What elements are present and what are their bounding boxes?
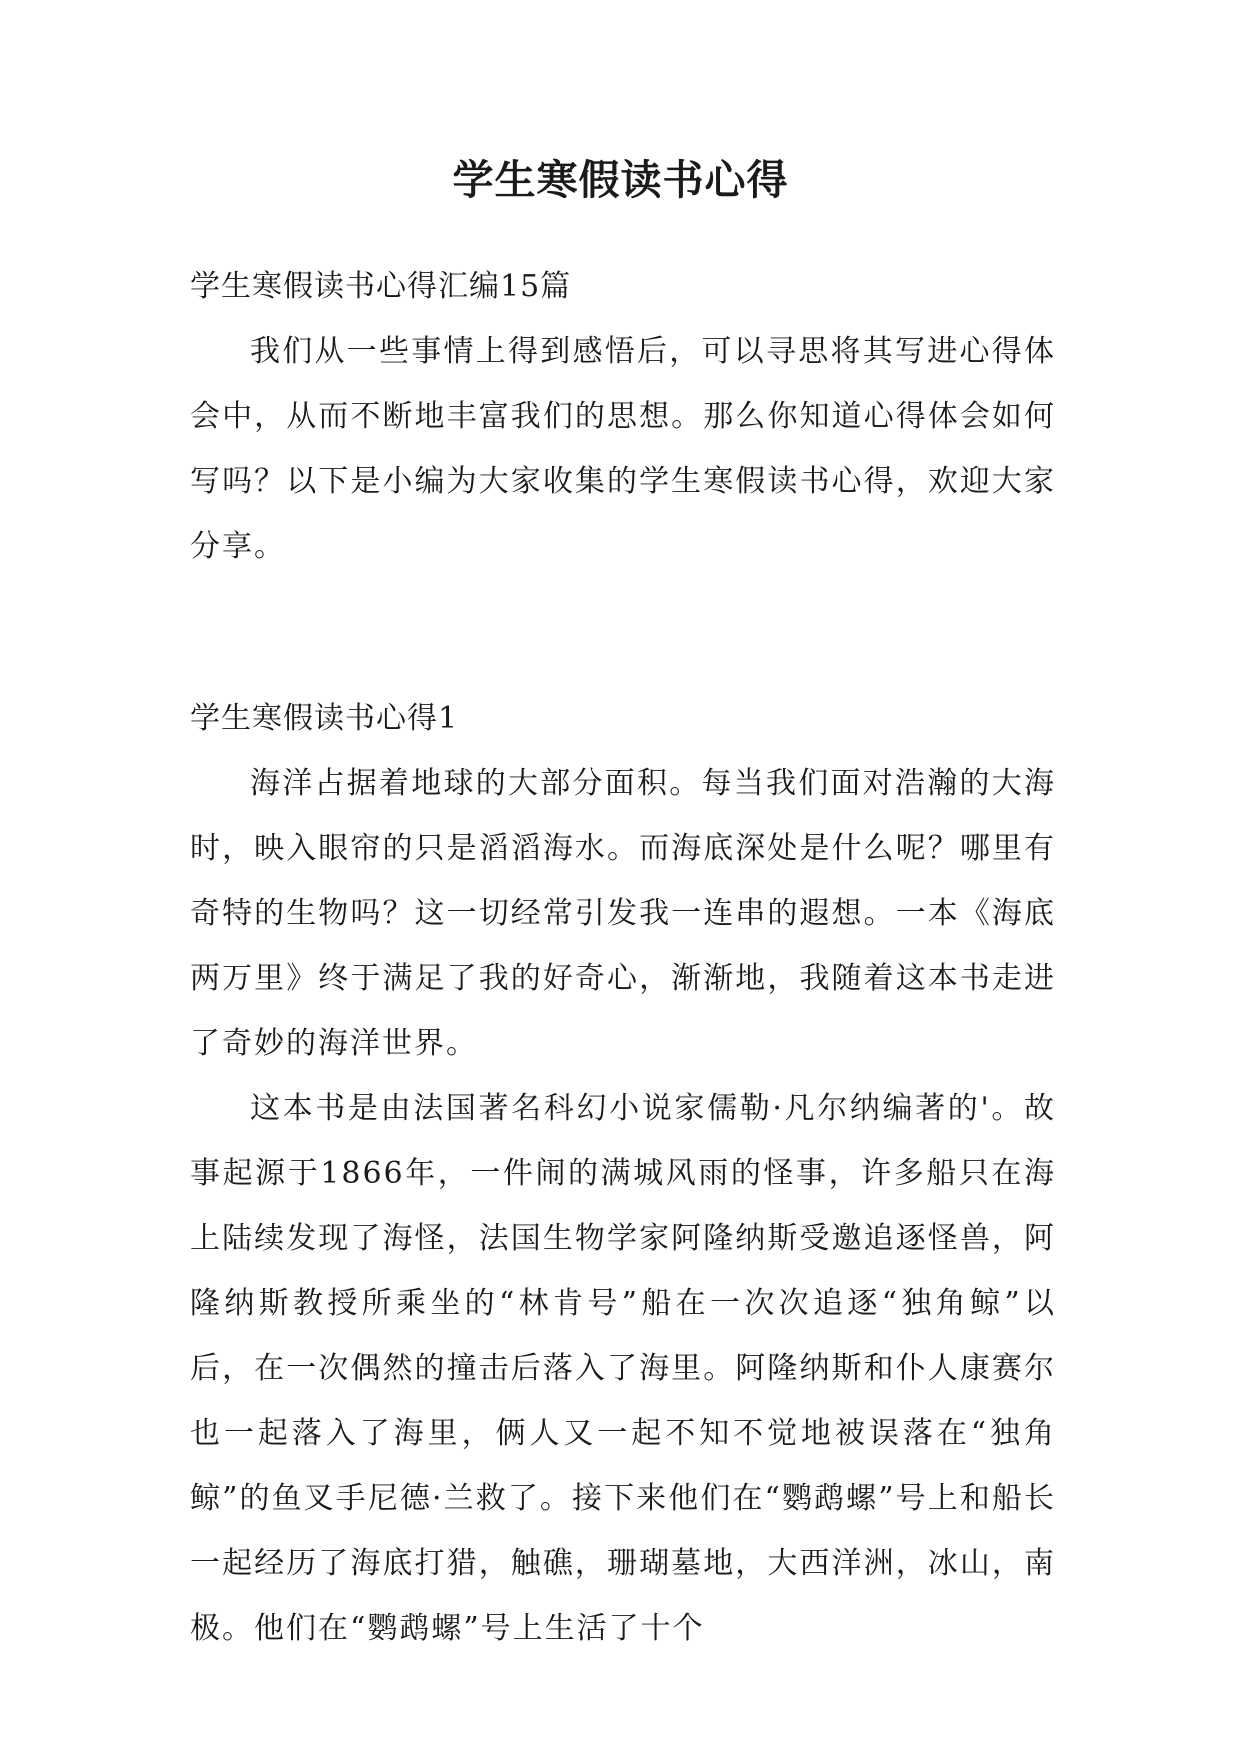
document-title: 学生寒假读书心得 (452, 156, 789, 204)
section-1-paragraph: 海洋占据着地球的大部分面积。每当我们面对浩瀚的大海时，映入眼帘的只是滔滔海水。而海底深处是什么呢？哪里有奇特的生物吗？这一切经常引发我一连串的遐想。一本《海底两万里》终于满足了我的好奇心，渐渐地，我随着这本书走进了奇妙的海洋世界。 (190, 766, 1056, 1061)
collection-heading: 学生寒假读书心得汇编15篇 (190, 269, 572, 304)
section-heading-1: 学生寒假读书心得1 (190, 701, 459, 736)
section-1-paragraph: 这本书是由法国著名科幻小说家儒勒·凡尔纳编著的'。故事起源于1866年，一件闹的满城风雨的怪事，许多船只在海上陆续发现了海怪，法国生物学家阿隆纳斯受邀追逐怪兽，阿隆纳斯教授所乘坐的“林肯号”船在一次次追逐“独角鲸”以后，在一次偶然的撞击后落入了海里。阿隆纳斯和仆人康赛尔也一起落入了海里，俩人又一起不知不觉地被误落在“独角鲸”的鱼叉手尼德·兰救了。接下来他们在“鹦鹉螺”号上和船长一起经历了海底打猎，触礁，珊瑚墓地，大西洋洲，冰山，南极。他们在“鹦鹉螺”号上生活了十个 (190, 1091, 1056, 1646)
intro-paragraph: 我们从一些事情上得到感悟后，可以寻思将其写进心得体会中，从而不断地丰富我们的思想。那么你知道心得体会如何写吗？以下是小编为大家收集的学生寒假读书心得，欢迎大家分享。 (190, 334, 1056, 564)
section-1-body (190, 751, 1056, 1661)
intro-block (190, 319, 1056, 579)
